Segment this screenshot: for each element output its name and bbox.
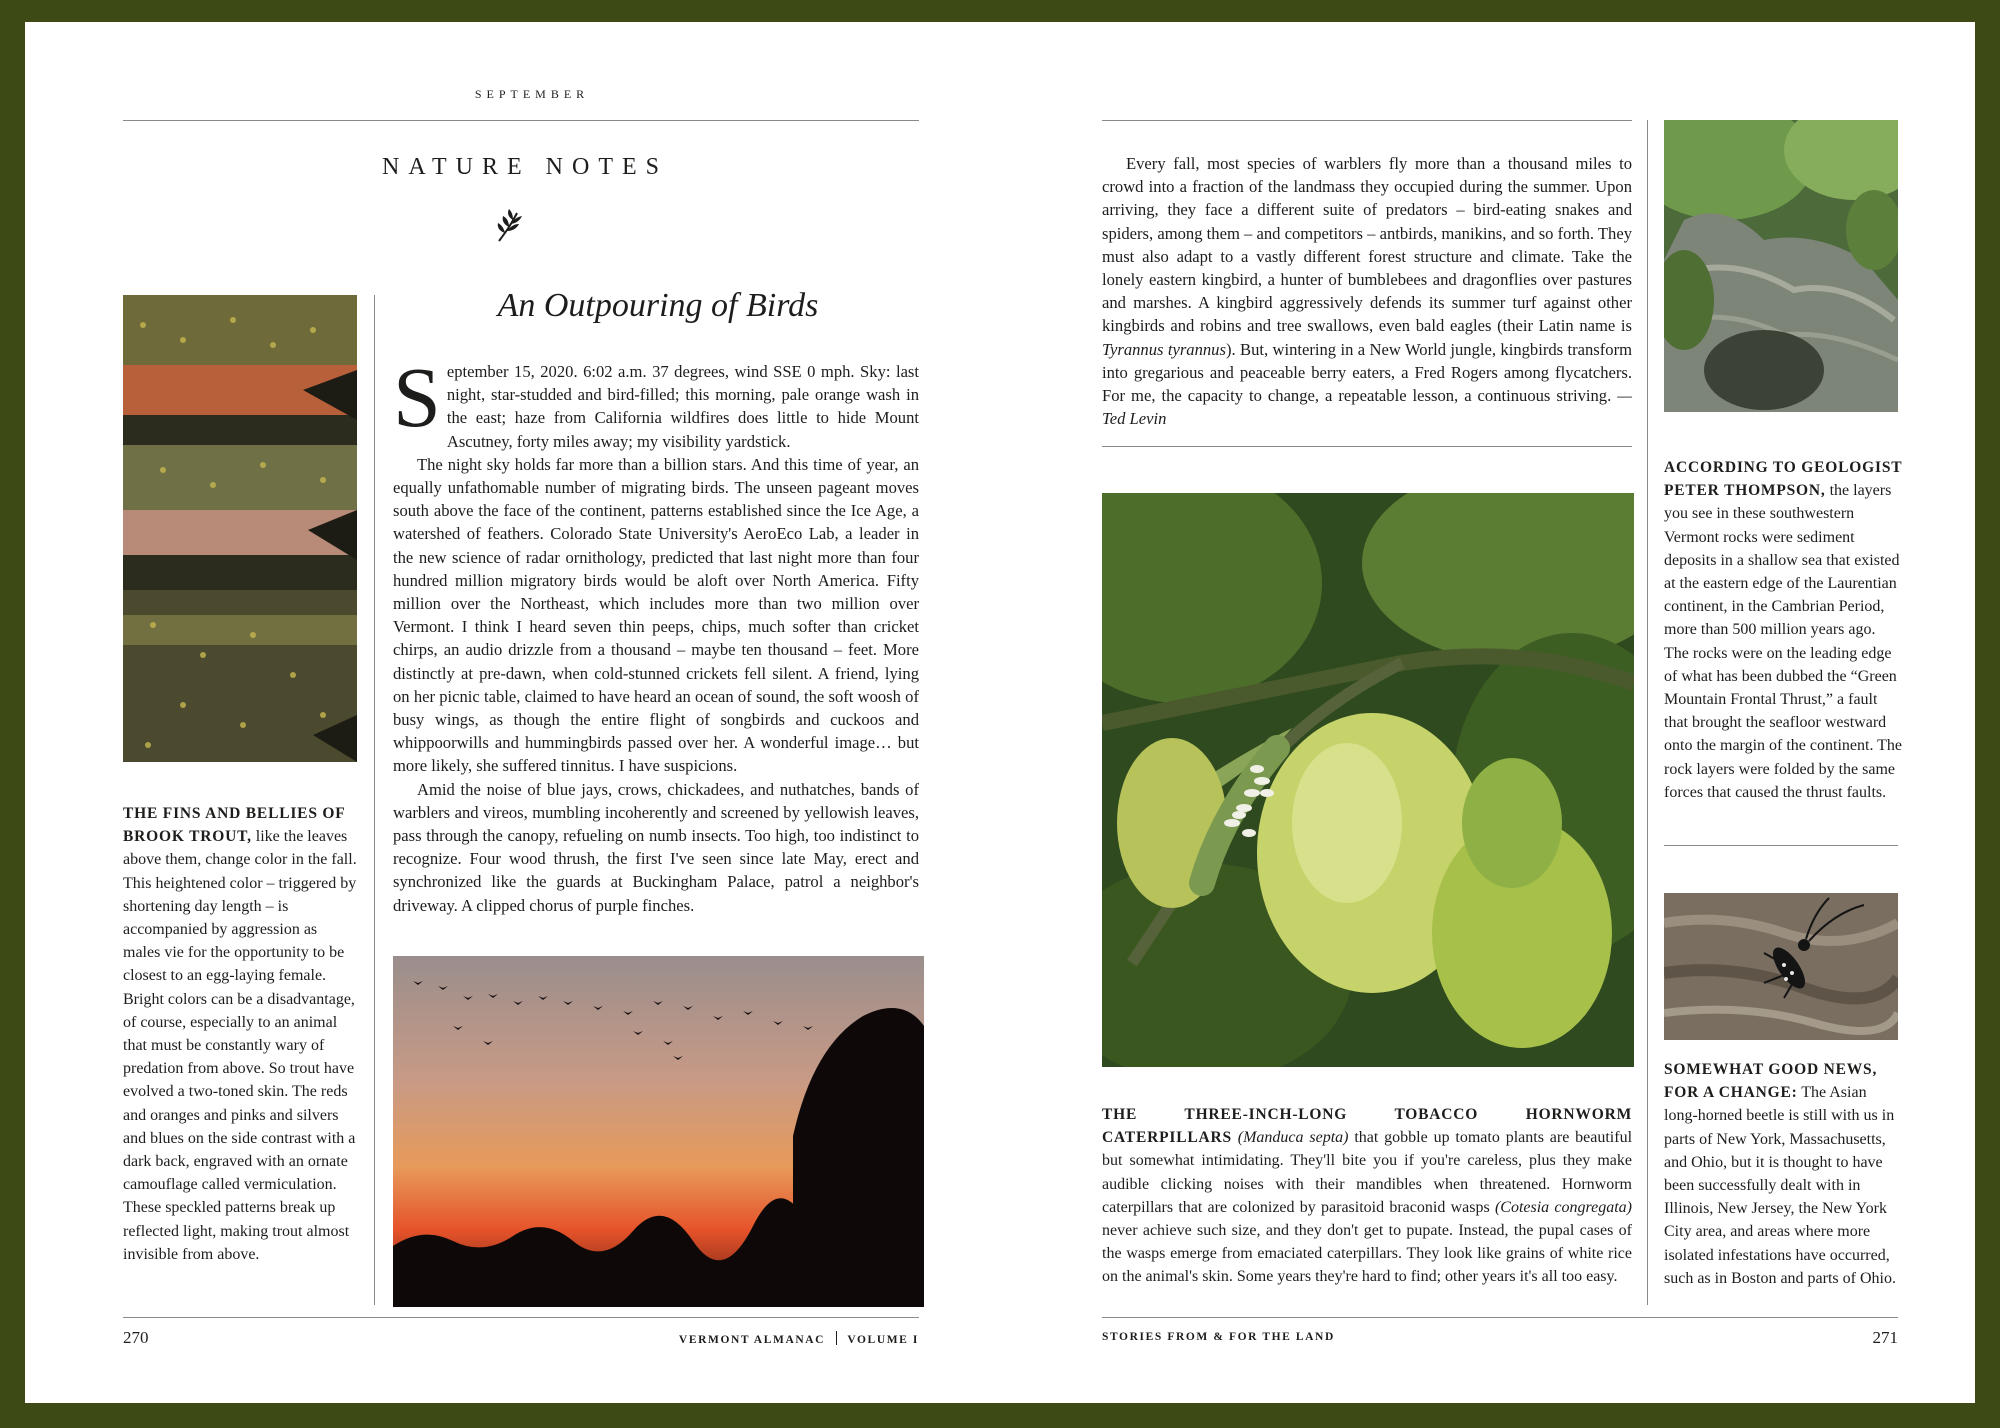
beetle-caption bbox=[1664, 1058, 1904, 1290]
article-body bbox=[393, 349, 919, 917]
book-spread bbox=[25, 22, 1975, 1403]
trout-caption-lead: THE FINS AND BELLIES OF BROOK TROUT, bbox=[123, 805, 345, 846]
article-paragraph-3: Amid the noise of blue jays, crows, chickadees, and nuthatches, bands of warblers and vireos, mumbling incoherently and screened by yellowish leaves, pass through the canopy, refueling on numb insects. Too high, too indistinct to recognize. Four wood thrush, the first I've seen since late May, erect and synchronized like the guards at Buckingham Palace, patrol a neighbor's driveway. A clipped chorus of purple finches. bbox=[393, 779, 919, 915]
beetle-caption-lead: SOMEWHAT GOOD NEWS, FOR A CHANGE: bbox=[1664, 1061, 1878, 1102]
tomato-hornworm-photo bbox=[1102, 493, 1634, 1067]
hornworm-latin-1: (Manduca septa) bbox=[1237, 1129, 1349, 1147]
geologist-caption-body: the layers you see in these southwestern Vermont rocks were sediment deposits in a shallow sea that existed at the eastern edge of the Laurentian continent, in the Cambrian Period, more than 500 million years ago. The rocks were on the leading edge of what has been dubbed the “Green Mountain Frontal Thrust,” a fault that brought the seafloor westward onto the margin of the continent. The rock layers were folded by the same forces that caused the thrust faults. bbox=[1664, 482, 1903, 801]
header-rule-left bbox=[123, 120, 919, 121]
section-title: NATURE NOTES bbox=[382, 154, 668, 180]
page-number-right: 271 bbox=[1872, 1328, 1898, 1347]
footer-rule-left bbox=[123, 1317, 919, 1318]
running-head: SEPTEMBER bbox=[474, 87, 590, 101]
right-column-divider bbox=[1647, 120, 1648, 1305]
beetle-photo bbox=[1664, 893, 1898, 1040]
geologist-rule bbox=[1664, 845, 1898, 846]
article-title: An Outpouring of Birds bbox=[497, 287, 819, 324]
dropcap: S bbox=[393, 349, 441, 445]
rock-cliff-photo bbox=[1664, 120, 1898, 412]
footer-rule-right bbox=[1102, 1317, 1898, 1318]
footer-volume: VOLUME I bbox=[847, 1334, 919, 1346]
footer-book-title: VERMONT ALMANAC bbox=[678, 1334, 826, 1346]
hornworm-caption-lead: THE THREE-INCH-LONG TOBACCO HORNWORM CATERPILLARS bbox=[1102, 1106, 1632, 1147]
article-paragraph-2: The night sky holds far more than a billion stars. And this time of year, an equally unfathomable number of migrating birds. The unseen pageant moves south above the face of the continent, patterns established since the Ice Age, a watershed of feathers. Colorado State University's AeroEco Lab, a leader in the new science of radar ornithology, predicted that last night more than four hundred million migratory birds would be aloft over North America. Fifty million over the Northeast, which includes more than two million over Vermont. I think I heard seven thin peeps, chips, much softer than cricket chirps, an audio drizzle from a thousand – maybe ten thousand – feet. More distinctly at pre-dawn, when cold-stunned crickets fell silent. A friend, lying on her picnic table, claimed to have heard an ocean of sound, the soft woosh of busy wings, as though the entire flight of songbirds and cuckoos and whippoorwills and hummingbirds passed over her. A wonderful image… but more likely, she suffered tinnitus. I have suspicions. bbox=[393, 454, 919, 776]
hornworm-caption: THE THREE-INCH-LONG TOBACCO HORNWORM CATERPILLARS (Manduca septa) that gobble up tomato plants are beautiful but somewhat intimidating. They'll bite you if you're careless, plus they make audible clicking noises with their mandibles when threatened. Hornworm caterpillars that are colonized by parasitoid braconid wasps (Cotesia congregata) never achieve such size, and they don't get to pupate. Instead, the pupal cases of the wasps emerge from emaciated caterpillars. They look like grains of white rice on the animal's skin. Some years they're hard to find; other years it's all too easy. bbox=[1102, 1106, 1633, 1286]
sunset-geese-photo bbox=[393, 956, 924, 1307]
geologist-caption-lead: ACCORDING TO GEOLOGIST PETER THOMPSON, bbox=[1664, 459, 1903, 500]
trout-caption bbox=[123, 802, 357, 1266]
beetle-caption-body: The Asian long-horned beetle is still with us in parts of New York, Massachusetts, and Ohio, but it is thought to have been successfully dealt with in Illinois, New Jersey, the New York City area, and areas where more isolated infestations have occurred, such as in Boston and parts of Ohio. bbox=[1664, 1084, 1896, 1287]
page-number-left: 270 bbox=[123, 1328, 149, 1347]
footer-left bbox=[605, 1331, 919, 1346]
kingbird-paragraph bbox=[1102, 152, 1632, 430]
footer-right: STORIES FROM & FOR THE LAND bbox=[1102, 1331, 1335, 1343]
article-paragraph-1: September 15, 2020. 6:02 a.m. 37 degrees, wind SSE 0 mph. Sky: last night, star-studded and bird-filled; this morning, pale orange wash in the east; haze from California wildfires does little to hide Mount Ascutney, forty miles away; my visibility yardstick. bbox=[393, 349, 919, 451]
header-rule-right bbox=[1102, 120, 1632, 121]
hornworm-latin-2: (Cotesia congregata) bbox=[1494, 1198, 1633, 1216]
brook-trout-photo bbox=[123, 295, 357, 762]
leaf-ornament-icon bbox=[491, 205, 527, 245]
kingbird-text: Every fall, most species of warblers fly more than a thousand miles to crowd into a fraction of the landmass they occupied during the summer. Upon arriving, they face a different suite of predators – bird-eating snakes and spiders, among them – and competitors – antbirds, manikins, and so forth. They must also adapt to a vastly different forest structure and climate. Take the lonely eastern kingbird, a hunter of bumblebees and dragonflies over pastures and marshes. A kingbird aggressively defends its summer turf against other kingbirds and robins and tree swallows, even bald eagles (their Latin name is Tyrannus tyrannus). But, wintering in a New World jungle, kingbirds transform into gregarious and peaceable berry eaters, a Fred Rogers among flycatchers. For me, the capacity to change, a repeatable lesson, a continuous striving. —Ted Levin bbox=[1102, 154, 1632, 429]
geologist-caption bbox=[1664, 456, 1904, 804]
kingbird-rule bbox=[1102, 446, 1632, 447]
trout-caption-body: like the leaves above them, change color in the fall. This heightened color – triggered by shortening day length – is accompanied by aggression as males vie for the opportunity to be closest to an egg-laying female. Bright colors can be a disadvantage, of course, especially to an animal that must be constantly wary of predation from above. So trout have evolved a two-toned skin. The reds and oranges and pinks and silvers and blues on the side contrast with a dark back, engraved with an ornate camouflage called vermiculation. These speckled patterns break up reflected light, making trout almost invisible from above. bbox=[123, 828, 357, 1263]
left-column-divider bbox=[374, 295, 375, 1305]
